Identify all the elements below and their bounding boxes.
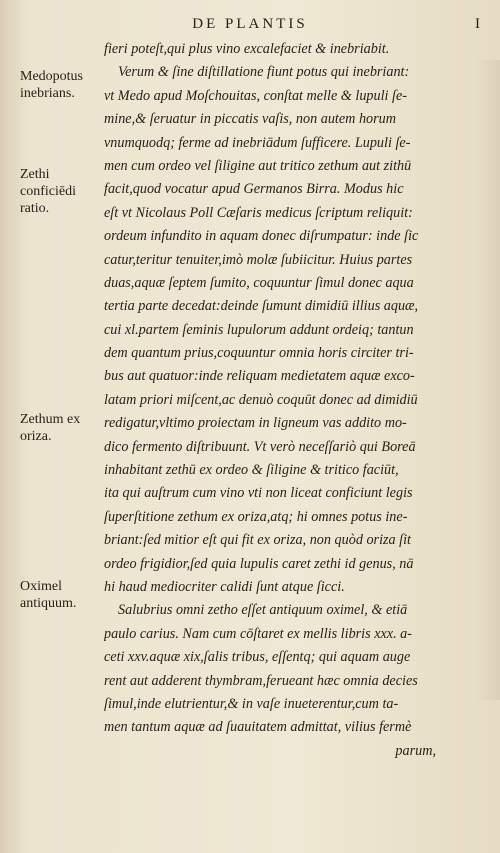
text-line: ordeo frigidior,ſed quia lupulis caret zethi id genus, nā — [104, 555, 414, 572]
text-line: ordeum infundito in aquam donec diſrumpatur: inde ſic — [104, 228, 419, 245]
text-line: fieri poteſt,qui plus vino excalefaciet & inebriabit. — [104, 41, 390, 57]
text-line: ita qui auſtrum cum vino vti non liceat conficiunt legis — [104, 485, 413, 502]
text-line: inhabitant zethū ex ordeo & ſiligine & tritico faciūt, — [104, 462, 399, 479]
text-line: catur,teritur tenuiter,imò molæ ſubiicitur. Huius partes — [104, 251, 413, 268]
text-line: hi haud mediocriter calidi ſunt atque ſicci. — [104, 578, 345, 595]
margin-note-zethi: Zethi conficiēdi ratio. — [20, 167, 76, 216]
margin-note-zethum-oriza: Zethum ex oriza. — [20, 412, 81, 444]
text-line: redigatur,vltimo proiectam in ligneum vas addito mo- — [104, 415, 407, 432]
text-line: briant:ſed mitior eſt qui fit ex oriza, non quòd oriza ſit — [104, 532, 411, 549]
text-line: bus aut quatuor:inde reliquam medietatem aquæ exco- — [104, 368, 415, 385]
text-line: latam priori miſcent,ac denuò coquūt donec ad dimidiū — [104, 391, 418, 408]
text-line: cui xl.partem ſeminis lupulorum addunt ordeiq; tantun — [104, 321, 414, 338]
running-header: DE PLANTIS — [192, 16, 308, 32]
margin-note-medopotus: Medopotus inebrians. — [20, 69, 83, 101]
text-line: ſuperſtitione zethum ex oriza,atq; hi omnes potus ine- — [104, 508, 408, 525]
margin-note-oximel: Oximel antiquum. — [20, 579, 77, 611]
text-line: Salubrius omni zetho eſſet antiquum oximel, & etiā — [118, 602, 408, 619]
text-line: men cum ordeo vel ſiligine aut tritico zethum aut zithū — [104, 157, 412, 174]
text-line: Verum & ſine diſtillatione fiunt potus qui inebriant: — [118, 64, 410, 81]
text-line: mine,& ſeruatur in piccatis vaſis, non autem horum — [104, 111, 397, 128]
main-text-block — [104, 38, 482, 763]
text-line: dico fermento diſtribuunt. Vt verò neceſſariò qui Boreā — [104, 438, 416, 455]
text-line: vnumquodq; ferme ad inebriādum ſufficere. Lupuli ſe- — [104, 134, 411, 151]
text-line: facit,quod vocatur apud Germanos Birra. Modus hic — [104, 181, 404, 198]
text-line: ſimul,inde elutrientur,& in vaſe inueterentur,cum ta- — [104, 695, 399, 712]
text-line: men tantum aquæ ad ſuauitatem admittat, vilius fermè — [104, 719, 412, 736]
text-line: duas,aquæ ſeptem ſumito, coquuntur ſimul donec aqua — [104, 274, 414, 291]
text-line: vt Medo apud Moſchouitas, conſtat melle & lupuli ſe- — [104, 87, 408, 104]
text-line: ceti xxv.aquæ xix,ſalis tribus, eſſentq; qui aquam auge — [104, 649, 411, 666]
text-line: rent aut adderent thymbram,ferueant hæc omnia decies — [104, 672, 418, 689]
text-line: paulo carius. Nam cum cōſtaret ex mellis libris xxx. a- — [104, 625, 412, 642]
text-line: tertia parte decedat:deinde ſumunt dimidiū illius aquæ, — [104, 298, 419, 315]
text-line: eſt vt Nicolaus Poll Cæſaris medicus ſcriptum reliquit: — [104, 204, 413, 221]
text-line: dem quantum prius,coquuntur omnia horis circiter tri- — [104, 345, 414, 362]
catchword: parum, — [395, 742, 436, 759]
page-mark: I — [475, 16, 480, 32]
